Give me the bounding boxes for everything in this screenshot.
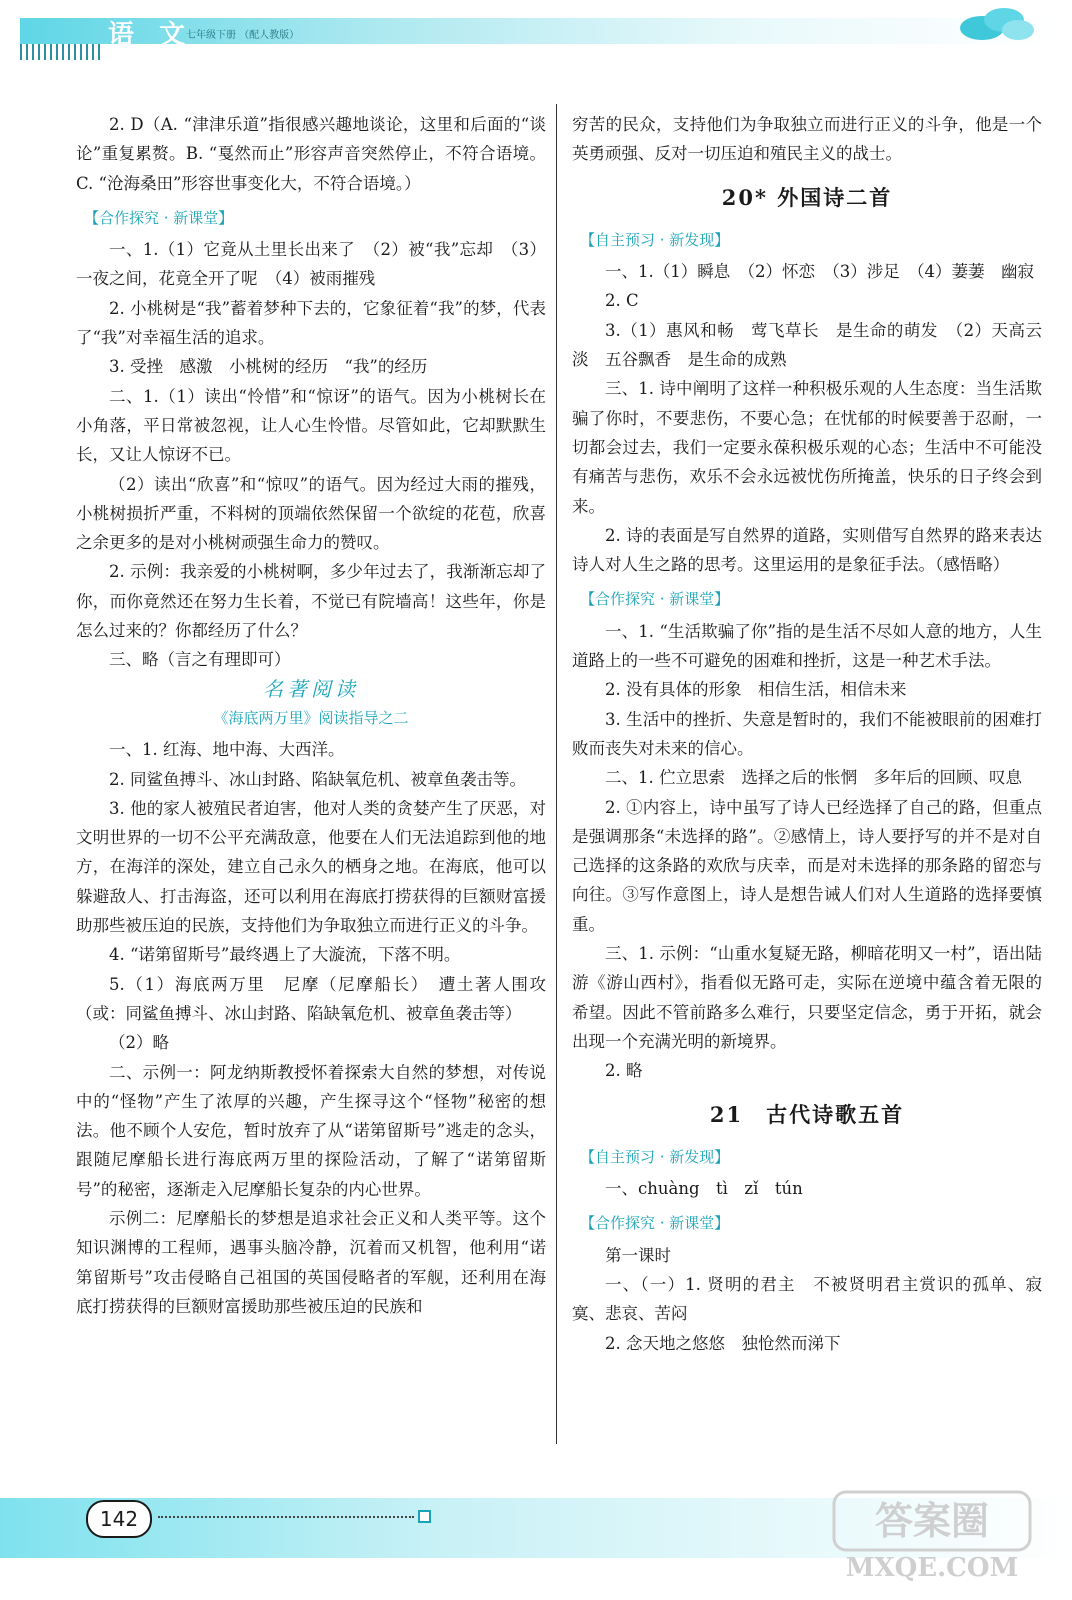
answer-paragraph: 二、示例一：阿龙纳斯教授怀着探索大自然的梦想，对传说中的“怪物”产生了浓厚的兴趣，产生探寻这个“怪物”秘密的想法。他不顾个人安危，暂时放弃了从“诺第留斯号”逃走的念头，跟随尼摩船长进行海底两万里的探险活动，了解了“诺第留斯号”的秘密，逐渐走入尼摩船长复杂的内心世界。 bbox=[76, 1062, 546, 1199]
page-header bbox=[0, 0, 1072, 70]
answer-paragraph: 一、chuàng tì zǐ tún bbox=[605, 1179, 803, 1199]
answer-paragraph: 3.（1）惠风和畅 莺飞草长 是生命的萌发 （2）天高云淡 五谷飘香 是生命的成熟 bbox=[572, 320, 1042, 370]
answer-paragraph: 2. 没有具体的形象 相信生活，相信未来 bbox=[605, 680, 907, 700]
lesson-period: 第一课时 bbox=[605, 1245, 671, 1265]
lesson-title: 21 古代诗歌五首 bbox=[709, 1101, 905, 1127]
column-divider bbox=[556, 104, 557, 1444]
answer-paragraph: 2. 小桃树是“我”蓄着梦种下去的，它象征着“我”的梦，代表了“我”对幸福生活的追求。 bbox=[76, 298, 546, 348]
footer-square-icon bbox=[418, 1510, 431, 1523]
answer-paragraph: 2. C bbox=[605, 291, 639, 311]
answer-paragraph: 2. 诗的表面是写自然界的道路，实则借写自然界的路来表达诗人对人生之路的思考。这里运用的是象征手法。（感悟略） bbox=[572, 525, 1042, 575]
answer-paragraph: 2. 同鲨鱼搏斗、冰山封路、陷缺氧危机、被章鱼袭击等。 bbox=[109, 769, 526, 789]
answer-paragraph: 二、1.（1）读出“怜惜”和“惊讶”的语气。因为小桃树长在小角落，平日常被忽视，让人心生怜惜。尽管如此，它却默默生长，又让人惊讶不已。 bbox=[76, 386, 546, 465]
answer-paragraph: 3. 受挫 感激 小桃树的经历 “我”的经历 bbox=[109, 357, 428, 377]
answer-paragraph: （2）读出“欣喜”和“惊叹”的语气。因为经过大雨的摧残，小桃树损折严重，不料树的顶端依然保留一个欲绽的花苞，欣喜之余更多的是对小桃树顽强生命力的赞叹。 bbox=[76, 474, 546, 553]
answer-paragraph: 一、1. 红海、地中海、大西洋。 bbox=[109, 740, 345, 760]
answer-paragraph: 一、（一）1. 贤明的君主 不被贤明君主赏识的孤单、寂寞、悲哀、苦闷 bbox=[572, 1274, 1042, 1324]
grade-label: 七年级下册 （配人教版） bbox=[186, 30, 300, 41]
cloud-icon bbox=[956, 6, 1036, 42]
answer-paragraph: 示例二：尼摩船长的梦想是追求社会正义和人类平等。这个知识渊博的工程师，遇事头脑冷静，沉着而又机智，他利用“诺第留斯号”攻击侵略自己祖国的英国侵略者的军舰，还利用在海底打捞获得的巨额财富援助那些被压迫的民族和 bbox=[76, 1208, 546, 1316]
section-label: 【合作探究 · 新课堂】 bbox=[84, 208, 234, 227]
answer-paragraph: 2. D（A. “津津乐道”指很感兴趣地谈论，这里和后面的“谈论”重复累赘。B. “戛然而止”形容声音突然停止，不符合语境。C. “沧海桑田”形容世事变化大，不符合语境。） bbox=[76, 115, 546, 193]
answer-paragraph: 2. 示例：我亲爱的小桃树啊，多少年过去了，我渐渐忘却了你，而你竟然还在努力生长着，不觉已有院墙高！这些年，你是怎么过来的？你都经历了什么？ bbox=[76, 562, 546, 641]
answer-paragraph: 2. 念天地之悠悠 独怆然而涕下 bbox=[605, 1333, 841, 1353]
right-column bbox=[572, 110, 1042, 1358]
answer-paragraph: 3. 他的家人被殖民者迫害，他对人类的贪婪产生了厌恶，对文明世界的一切不公平充满敌意，他要在人们无法追踪到他的地方，在海洋的深处，建立自己永久的栖身之地。在海底，他可以躲避敌人、打击海盗，还可以利用在海底打捞获得的巨额财富援助那些被压迫的民族，支持他们为争取独立而进行正义的斗争。 bbox=[76, 798, 546, 936]
answer-paragraph: 2. 略 bbox=[605, 1061, 643, 1081]
lesson-title: 20* 外国诗二首 bbox=[721, 184, 893, 210]
answer-paragraph: 穷苦的民众，支持他们为争取独立而进行正义的斗争，他是一个英勇顽强、反对一切压迫和殖民主义的战士。 bbox=[572, 115, 1042, 164]
section-label: 【合作探究 · 新课堂】 bbox=[580, 590, 730, 609]
answer-paragraph: 2. ①内容上，诗中虽写了诗人已经选择了自己的路，但重点是强调那条“未选择的路”。②感情上，诗人要抒写的并不是对自己选择的这条路的欢欣与庆幸，而是对未选择的那条路的留恋与向往。③写作意图上，诗人是想告诫人们对人生道路的选择要慎重。 bbox=[572, 797, 1042, 934]
header-tick-marks bbox=[20, 44, 100, 60]
answer-paragraph: 三、1. 示例：“山重水复疑无路，柳暗花明又一村”，语出陆游《游山西村》，指看似无路可走，实际在逆境中蕴含着无限的希望。因此不管前路多么难行，只要坚定信念，勇于开拓，就会出现一个充满光明的新境界。 bbox=[572, 944, 1042, 1051]
section-label: 【自主预习 · 新发现】 bbox=[580, 1147, 730, 1166]
page-number: 142 bbox=[86, 1500, 152, 1538]
answer-paragraph: 4. “诺第留斯号”最终遇上了大漩流，下落不明。 bbox=[109, 945, 461, 965]
subject-title: 语 文 bbox=[108, 20, 194, 50]
section-label: 【合作探究 · 新课堂】 bbox=[580, 1214, 730, 1233]
answer-paragraph: 一、1.（1）它竟从土里长出来了 （2）被“我”忘却 （3）一夜之间，花竟全开了呢 （4）被雨摧残 bbox=[76, 240, 546, 289]
classic-reading-title: 名著阅读 bbox=[263, 676, 359, 701]
answer-paragraph: 一、1.（1）瞬息 （2）怀恋 （3）涉足 （4）萋萋 幽寂 bbox=[605, 262, 1034, 282]
watermark-top-text: 答案圈 bbox=[874, 1498, 990, 1543]
answer-paragraph: （2）略 bbox=[109, 1033, 169, 1053]
section-label: 【自主预习 · 新发现】 bbox=[580, 230, 730, 249]
watermark-logo bbox=[828, 1488, 1038, 1588]
answer-paragraph: 二、1. 伫立思索 选择之后的怅惘 多年后的回顾、叹息 bbox=[605, 768, 1022, 788]
answer-paragraph: 一、1. “生活欺骗了你”指的是生活不尽如人意的地方，人生道路上的一些不可避免的困难和挫折，这是一种艺术手法。 bbox=[572, 621, 1042, 671]
footer-dotted-line bbox=[158, 1516, 414, 1518]
answer-paragraph: 3. 生活中的挫折、失意是暂时的，我们不能被眼前的困难打败而丧失对未来的信心。 bbox=[572, 709, 1042, 758]
answer-paragraph: 三、略（言之有理即可） bbox=[109, 650, 291, 670]
watermark-bottom-text: MXQE.COM bbox=[845, 1553, 1019, 1583]
left-column bbox=[76, 110, 546, 1321]
classic-reading-subtitle: 《海底两万里》阅读指导之二 bbox=[213, 708, 409, 727]
answer-paragraph: 5.（1）海底两万里 尼摩（尼摩船长） 遭土著人围攻（或：同鲨鱼搏斗、冰山封路、陷缺氧危机、被章鱼袭击等） bbox=[76, 974, 546, 1023]
answer-paragraph: 三、1. 诗中阐明了这样一种积极乐观的人生态度：当生活欺骗了你时，不要悲伤，不要心急；在忧郁的时候要善于忍耐，一切都会过去，我们一定要永葆积极乐观的心态；生活中不可能没有痛苦与悲伤，欢乐不会永远被忧伤所掩盖，快乐的日子终会到来。 bbox=[572, 379, 1042, 516]
